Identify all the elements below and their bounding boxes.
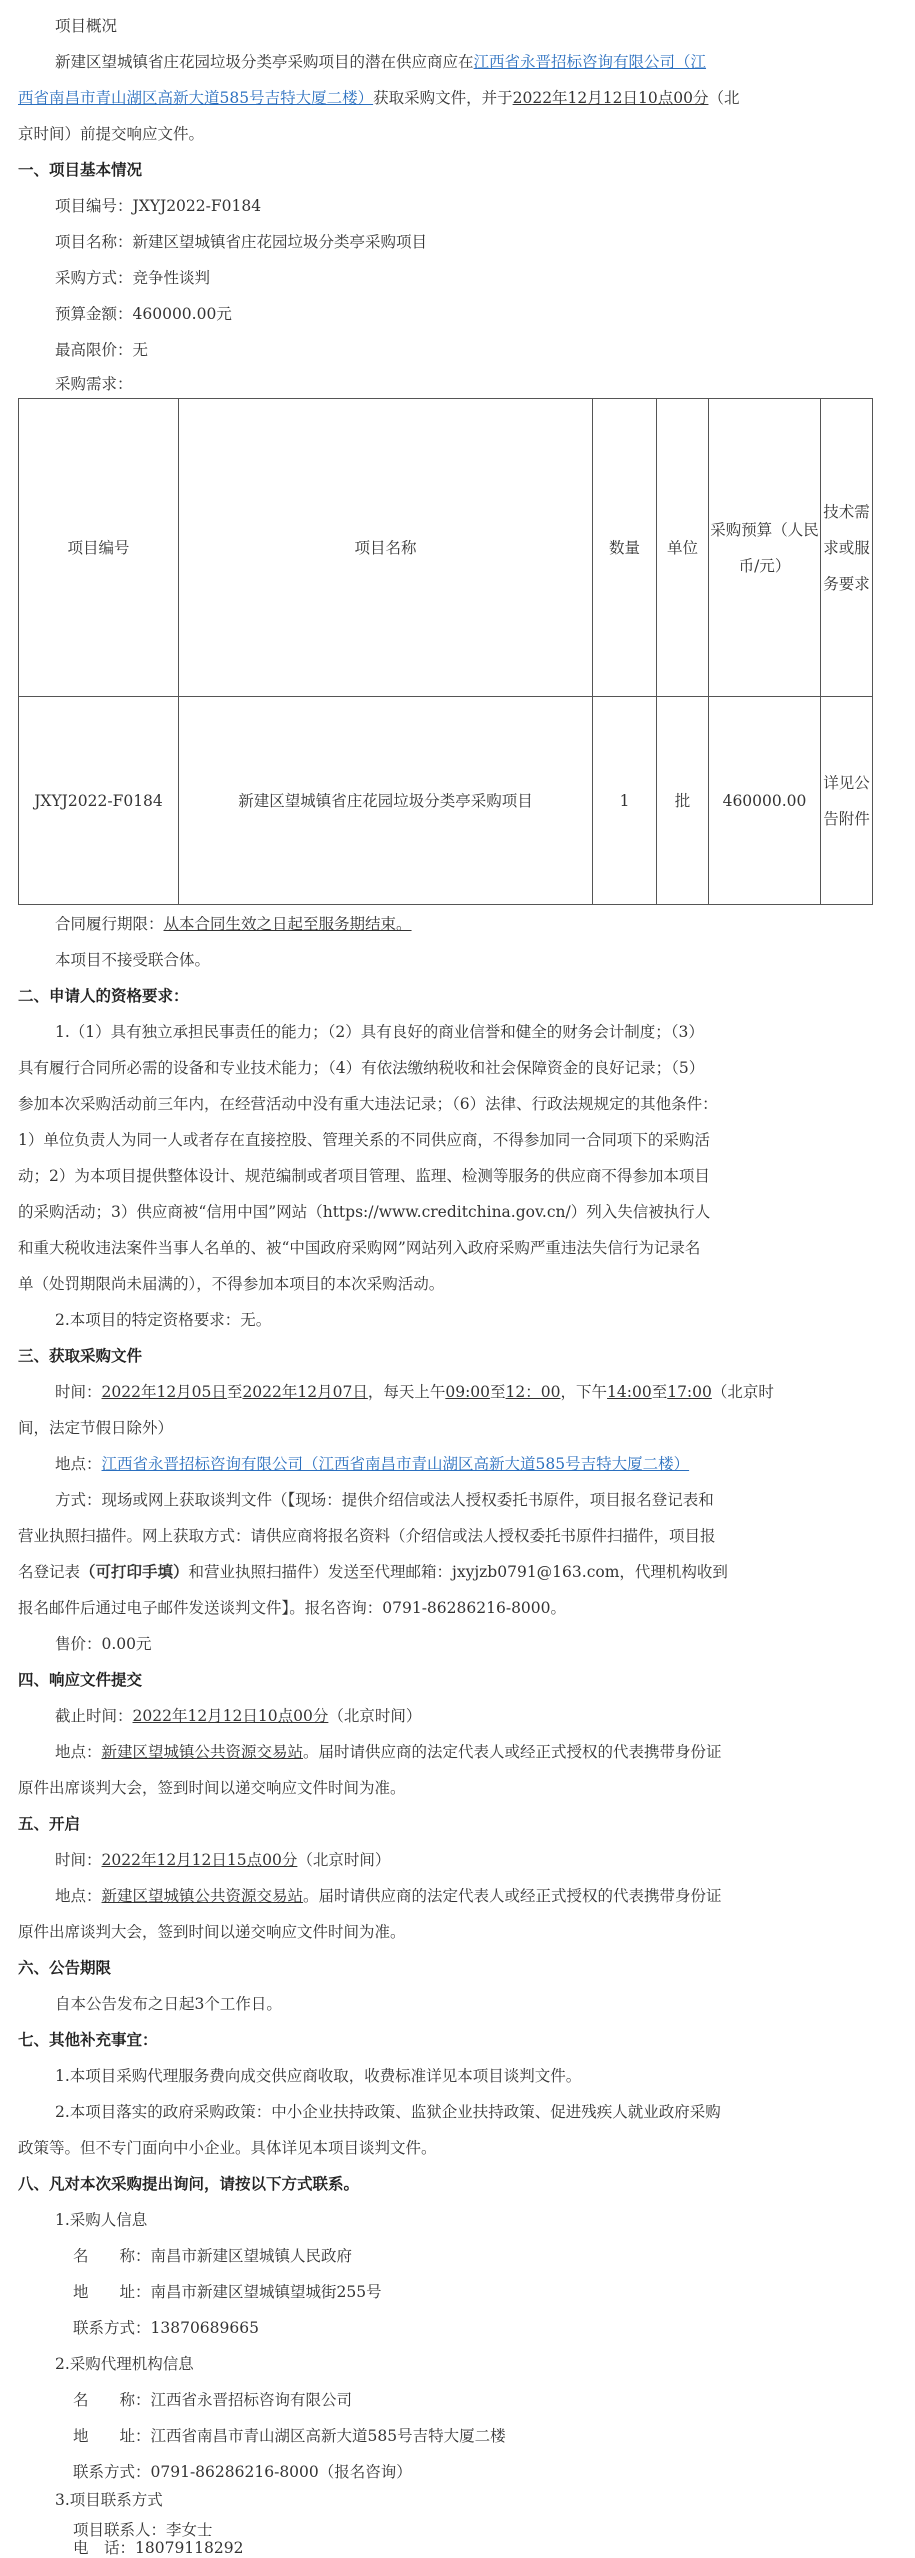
acquisition-method: 报名邮件后通过电子邮件发送谈判文件】。报名咨询：0791-86286216-8000。 <box>18 1599 567 1617</box>
acquisition-time: 时间：2022年12月05日至2022年12月07日，每天上午09:00至12：00，下午14:00至17:00（北京时 <box>55 1383 774 1401</box>
header-tech-requirements: 技术需求或服务要求 <box>821 399 873 697</box>
acquisition-method: 营业执照扫描件。网上获取方式：请供应商将报名资料（介绍信或法人授权委托书原件扫描件，项目报 <box>18 1527 716 1545</box>
header-budget: 采购预算（人民币/元） <box>709 399 821 697</box>
buyer-title: 1.采购人信息 <box>55 2211 148 2229</box>
supplement-item: 1.本项目采购代理服务费向成交供应商收取，收费标准详见本项目谈判文件。 <box>55 2067 582 2085</box>
section-title: 七、其他补充事宜： <box>18 2030 158 2049</box>
supplement-item: 2.本项目落实的政府采购政策：中小企业扶持政策、监狱企业扶持政策、促进残疾人就业政府采购 <box>55 2103 721 2121</box>
acquisition-place-link[interactable]: 江西省永晋招标咨询有限公司（江西省南昌市青山湖区高新大道585号吉特大厦二楼） <box>101 1455 690 1473</box>
opening-place-cont: 原件出席谈判大会，签到时间以递交响应文件时间为准。 <box>18 1923 406 1941</box>
procurement-method: 采购方式：竞争性谈判 <box>55 269 211 287</box>
agency-address: 地 址：江西省南昌市青山湖区高新大道585号吉特大厦二楼 <box>73 2427 506 2445</box>
agency-name: 名 称：江西省永晋招标咨询有限公司 <box>73 2391 353 2409</box>
submission-place: 地点：新建区望城镇公共资源交易站。届时请供应商的法定代表人或经正式授权的代表携带身份证 <box>55 1743 722 1761</box>
cell-project-no: JXYJ2022-F0184 <box>19 697 179 905</box>
header-project-no: 项目编号 <box>19 399 179 697</box>
agency-link[interactable]: 江西省永晋招标咨询有限公司（江 <box>473 53 707 71</box>
section-title: 八、凡对本次采购提出询问，请按以下方式联系。 <box>18 2174 360 2193</box>
project-contact-phone: 电 话：18079118292 <box>73 2539 244 2557</box>
qualification-line: 单（处罚期限尚未届满的），不得参加本项目的本次采购活动。 <box>18 1275 445 1293</box>
section-title: 六、公告期限 <box>18 1958 112 1977</box>
notice-period: 自本公告发布之日起3个工作日。 <box>55 1995 282 2013</box>
section-title: 三、获取采购文件 <box>18 1346 143 1365</box>
section-title: 一、项目基本情况 <box>18 160 143 179</box>
qualification-line: 和重大税收违法案件当事人名单的、被“中国政府采购网”网站列入政府采购严重违法失信行为记录名 <box>18 1239 701 1257</box>
section-title: 二、申请人的资格要求： <box>18 986 189 1005</box>
project-name: 项目名称：新建区望城镇省庄花园垃圾分类亭采购项目 <box>55 233 428 251</box>
supplement-item-cont: 政策等。但不专门面向中小企业。具体详见本项目谈判文件。 <box>18 2139 437 2157</box>
qualification-line: 参加本次采购活动前三年内，在经营活动中没有重大违法记录；（6）法律、行政法规规定的其他条件： <box>18 1095 718 1113</box>
qualification-line: 1.（1）具有独立承担民事责任的能力；（2）具有良好的商业信誉和健全的财务会计制度；（3） <box>55 1023 704 1041</box>
acquisition-method: 名登记表（可打印手填）和营业执照扫描件）发送至代理邮箱：jxyjzb0791@163.com，代理机构收到 <box>18 1562 728 1581</box>
overview-line: 京时间）前提交响应文件。 <box>18 125 205 143</box>
qualification-line: 的采购活动；3）供应商被“信用中国”网站（https://www.creditchina.gov.cn/）列入失信被执行人 <box>18 1203 711 1221</box>
no-consortium: 本项目不接受联合体。 <box>55 951 211 969</box>
section-title: 四、响应文件提交 <box>18 1670 143 1689</box>
acquisition-place: 地点：江西省永晋招标咨询有限公司（江西省南昌市青山湖区高新大道585号吉特大厦二楼） <box>55 1455 690 1473</box>
agency-address-link[interactable]: 西省南昌市青山湖区高新大道585号吉特大厦二楼） <box>18 89 374 107</box>
acquisition-method: 方式：现场或网上获取谈判文件（【现场：提供介绍信或法人授权委托书原件，项目报名登记表和 <box>55 1491 714 1509</box>
specific-qualification: 2.本项目的特定资格要求：无。 <box>55 1311 272 1329</box>
cell-tech-requirements: 详见公告附件 <box>821 697 873 905</box>
opening-time: 时间：2022年12月12日15点00分（北京时间） <box>55 1851 391 1869</box>
buyer-address: 地 址：南昌市新建区望城镇望城街255号 <box>73 2283 382 2301</box>
qualification-line: 1）单位负责人为同一人或者存在直接控股、管理关系的不同供应商，不得参加同一合同项下的采购活 <box>18 1131 710 1149</box>
header-project-name: 项目名称 <box>179 399 593 697</box>
overview-deadline: 2022年12月12日10点00分 <box>512 89 709 107</box>
cell-project-name: 新建区望城镇省庄花园垃圾分类亭采购项目 <box>179 697 593 905</box>
contract-period: 合同履行期限：从本合同生效之日起至服务期结束。 <box>55 915 412 933</box>
submission-place-cont: 原件出席谈判大会，签到时间以递交响应文件时间为准。 <box>18 1779 406 1797</box>
overview-line: 新建区望城镇省庄花园垃圾分类亭采购项目的潜在供应商应在江西省永晋招标咨询有限公司（江 <box>55 53 707 71</box>
cell-budget: 460000.00 <box>709 697 821 905</box>
table-header-row <box>19 399 873 697</box>
qualification-line: 动；2）为本项目提供整体设计、规范编制或者项目管理、监理、检测等服务的供应商不得参加本项目 <box>18 1167 710 1185</box>
header-quantity: 数量 <box>593 399 657 697</box>
section-title: 五、开启 <box>18 1814 81 1833</box>
cell-quantity: 1 <box>593 697 657 905</box>
budget-amount: 预算金额：460000.00元 <box>55 305 232 323</box>
buyer-name: 名 称：南昌市新建区望城镇人民政府 <box>73 2247 353 2265</box>
project-number: 项目编号：JXYJ2022-F0184 <box>55 197 262 215</box>
acquisition-time-cont: 间，法定节假日除外） <box>18 1419 174 1437</box>
project-contact-title: 3.项目联系方式 <box>55 2491 163 2509</box>
opening-place: 地点：新建区望城镇公共资源交易站。届时请供应商的法定代表人或经正式授权的代表携带身份证 <box>55 1887 722 1905</box>
project-contact-person: 项目联系人：李女士 <box>73 2521 213 2539</box>
overview-heading: 项目概况 <box>55 17 118 35</box>
overview-line: 西省南昌市青山湖区高新大道585号吉特大厦二楼）获取采购文件，并于2022年12月12日10点00分（北 <box>18 89 740 107</box>
buyer-contact: 联系方式：13870689665 <box>73 2319 259 2337</box>
table-row <box>19 697 873 905</box>
cell-unit: 批 <box>657 697 709 905</box>
qualification-line: 具有履行合同所必需的设备和专业技术能力；（4）有依法缴纳税收和社会保障资金的良好记录；（5） <box>18 1059 705 1077</box>
max-price: 最高限价：无 <box>55 341 149 359</box>
agency-contact: 联系方式：0791-86286216-8000（报名咨询） <box>73 2463 412 2481</box>
submission-deadline: 截止时间：2022年12月12日10点00分（北京时间） <box>55 1707 422 1725</box>
agency-title: 2.采购代理机构信息 <box>55 2355 194 2373</box>
document-price: 售价：0.00元 <box>55 1635 152 1653</box>
header-unit: 单位 <box>657 399 709 697</box>
demand-label: 采购需求： <box>55 375 133 393</box>
requirements-table <box>18 398 873 905</box>
